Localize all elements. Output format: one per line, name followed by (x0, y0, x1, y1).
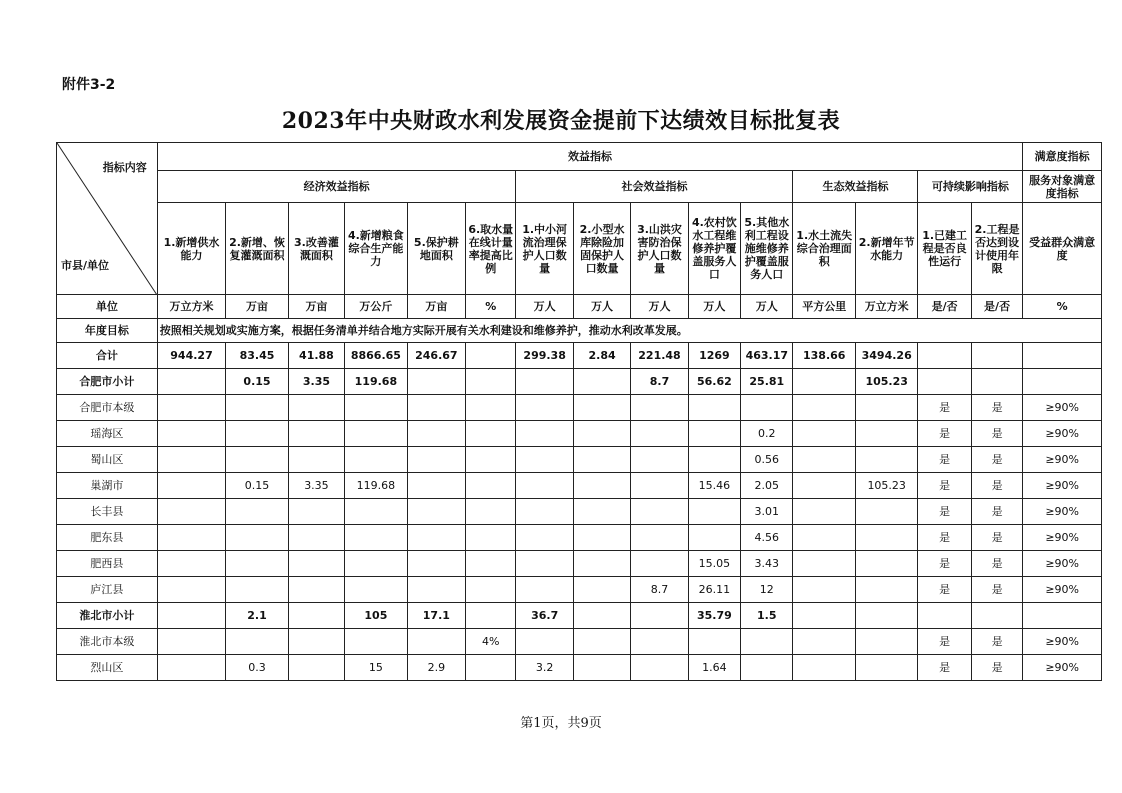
value-cell: 是 (971, 473, 1023, 499)
value-cell (573, 421, 630, 447)
value-cell (226, 499, 288, 525)
value-cell (855, 447, 917, 473)
value-cell (855, 525, 917, 551)
value-cell (688, 525, 740, 551)
column-header: 受益群众满意度 (1023, 203, 1102, 295)
value-cell: 3.35 (288, 369, 344, 395)
value-cell: 是 (918, 499, 971, 525)
value-cell: ≥90% (1023, 447, 1102, 473)
value-cell (516, 629, 573, 655)
value-cell (466, 551, 516, 577)
value-cell (407, 551, 465, 577)
value-cell (631, 603, 688, 629)
column-header: 6.取水量在线计量率提高比例 (466, 203, 516, 295)
value-cell (631, 525, 688, 551)
value-cell: 3.35 (288, 473, 344, 499)
table-row (57, 395, 1102, 421)
value-cell (345, 551, 407, 577)
performance-target-table (56, 142, 1102, 681)
value-cell: ≥90% (1023, 421, 1102, 447)
value-cell: 41.88 (288, 343, 344, 369)
value-cell: ≥90% (1023, 655, 1102, 681)
value-cell (573, 655, 630, 681)
column-header: 3.改善灌溉面积 (288, 203, 344, 295)
value-cell (288, 577, 344, 603)
unit-cell: 万公斤 (345, 295, 407, 319)
group-ecological-benefit: 生态效益指标 (793, 171, 918, 203)
value-cell (288, 395, 344, 421)
value-cell: 17.1 (407, 603, 465, 629)
header-corner-cell (57, 143, 158, 295)
column-header: 2.小型水库除险加固保护人口数量 (573, 203, 630, 295)
table-row (57, 369, 1102, 395)
value-cell: 是 (918, 551, 971, 577)
value-cell (741, 655, 793, 681)
unit-cell: % (466, 295, 516, 319)
group-satisfaction-indicators: 满意度指标 (1023, 143, 1102, 171)
value-cell: 15 (345, 655, 407, 681)
corner-label-unit: 市县/单位 (61, 259, 110, 272)
value-cell: 是 (971, 655, 1023, 681)
value-cell: 944.27 (157, 343, 226, 369)
value-cell (157, 499, 226, 525)
row-name-cell: 合计 (57, 343, 158, 369)
value-cell (631, 447, 688, 473)
value-cell: 0.56 (741, 447, 793, 473)
value-cell (793, 473, 855, 499)
row-name-cell: 淮北市本级 (57, 629, 158, 655)
value-cell: 3.01 (741, 499, 793, 525)
value-cell (288, 551, 344, 577)
value-cell: 是 (971, 551, 1023, 577)
value-cell (741, 629, 793, 655)
value-cell (573, 395, 630, 421)
value-cell (855, 603, 917, 629)
value-cell: 56.62 (688, 369, 740, 395)
value-cell (855, 577, 917, 603)
value-cell (971, 343, 1023, 369)
table-row (57, 551, 1102, 577)
annual-target-label: 年度目标 (57, 319, 158, 343)
value-cell (516, 577, 573, 603)
value-cell (793, 525, 855, 551)
value-cell (793, 499, 855, 525)
document-title: 2023年中央财政水利发展资金提前下达绩效目标批复表 (281, 108, 841, 134)
value-cell (345, 577, 407, 603)
table-row (57, 629, 1102, 655)
value-cell (793, 551, 855, 577)
row-name-cell: 肥东县 (57, 525, 158, 551)
value-cell (466, 395, 516, 421)
group-benefit-indicators: 效益指标 (157, 143, 1023, 171)
table-row (57, 603, 1102, 629)
value-cell: ≥90% (1023, 577, 1102, 603)
value-cell (855, 395, 917, 421)
unit-cell: 万亩 (226, 295, 288, 319)
value-cell: 是 (971, 577, 1023, 603)
page-footer: 第1页，共9页 (520, 716, 602, 731)
value-cell (855, 499, 917, 525)
value-cell: 15.46 (688, 473, 740, 499)
value-cell (466, 369, 516, 395)
value-cell (971, 369, 1023, 395)
value-cell (345, 499, 407, 525)
value-cell (688, 421, 740, 447)
value-cell: 是 (918, 421, 971, 447)
value-cell: 463.17 (741, 343, 793, 369)
value-cell: ≥90% (1023, 473, 1102, 499)
value-cell (516, 499, 573, 525)
value-cell (573, 525, 630, 551)
row-name-cell: 合肥市本级 (57, 395, 158, 421)
value-cell: ≥90% (1023, 525, 1102, 551)
value-cell (157, 525, 226, 551)
table-row (57, 473, 1102, 499)
row-name-cell: 蜀山区 (57, 447, 158, 473)
unit-cell: 万人 (688, 295, 740, 319)
value-cell (288, 629, 344, 655)
value-cell: 是 (971, 499, 1023, 525)
value-cell: 119.68 (345, 473, 407, 499)
value-cell: 3494.26 (855, 343, 917, 369)
value-cell: 8.7 (631, 369, 688, 395)
value-cell (1023, 603, 1102, 629)
row-name-cell: 烈山区 (57, 655, 158, 681)
value-cell (631, 395, 688, 421)
value-cell: 2.1 (226, 603, 288, 629)
value-cell (573, 369, 630, 395)
value-cell: 8.7 (631, 577, 688, 603)
value-cell (288, 525, 344, 551)
unit-cell: 是/否 (971, 295, 1023, 319)
row-name-cell: 肥西县 (57, 551, 158, 577)
value-cell (226, 629, 288, 655)
value-cell (226, 421, 288, 447)
value-cell: 0.3 (226, 655, 288, 681)
annual-target-text: 按照相关规划或实施方案，根据任务清单并结合地方实际开展有关水利建设和维修养护，推动水利改革发展。 (157, 319, 1101, 343)
table-row (57, 655, 1102, 681)
value-cell (793, 629, 855, 655)
value-cell (631, 629, 688, 655)
value-cell: 是 (918, 525, 971, 551)
unit-cell: 万亩 (288, 295, 344, 319)
column-header: 1.中小河流治理保护人口数量 (516, 203, 573, 295)
value-cell (573, 447, 630, 473)
value-cell: 246.67 (407, 343, 465, 369)
column-header: 4.农村饮水工程维修养护覆盖服务人口 (688, 203, 740, 295)
unit-cell: 万人 (516, 295, 573, 319)
value-cell (573, 629, 630, 655)
unit-cell: 平方公里 (793, 295, 855, 319)
value-cell: 是 (918, 655, 971, 681)
column-header: 1.新增供水能力 (157, 203, 226, 295)
value-cell (157, 603, 226, 629)
row-name-cell: 淮北市小计 (57, 603, 158, 629)
row-name-cell: 瑶海区 (57, 421, 158, 447)
row-name-cell: 合肥市小计 (57, 369, 158, 395)
value-cell (516, 551, 573, 577)
column-header: 2.工程是否达到设计使用年限 (971, 203, 1023, 295)
value-cell (688, 447, 740, 473)
column-header: 1.水土流失综合治理面积 (793, 203, 855, 295)
value-cell (157, 577, 226, 603)
value-cell: 是 (971, 629, 1023, 655)
value-cell: 4% (466, 629, 516, 655)
value-cell (573, 473, 630, 499)
value-cell (466, 421, 516, 447)
value-cell (345, 629, 407, 655)
value-cell: ≥90% (1023, 551, 1102, 577)
unit-cell: 万人 (631, 295, 688, 319)
value-cell: 2.9 (407, 655, 465, 681)
value-cell (855, 629, 917, 655)
value-cell: 3.2 (516, 655, 573, 681)
value-cell: 138.66 (793, 343, 855, 369)
value-cell (288, 421, 344, 447)
value-cell (631, 551, 688, 577)
value-cell: 105 (345, 603, 407, 629)
value-cell (688, 629, 740, 655)
value-cell: 8866.65 (345, 343, 407, 369)
row-name-cell: 长丰县 (57, 499, 158, 525)
value-cell (407, 629, 465, 655)
value-cell: 25.81 (741, 369, 793, 395)
value-cell: 35.79 (688, 603, 740, 629)
value-cell (631, 421, 688, 447)
corner-label-indicator: 指标内容 (102, 161, 147, 174)
value-cell: 是 (918, 447, 971, 473)
value-cell (971, 603, 1023, 629)
value-cell (631, 655, 688, 681)
value-cell (793, 369, 855, 395)
value-cell: 3.43 (741, 551, 793, 577)
value-cell (345, 447, 407, 473)
value-cell: 12 (741, 577, 793, 603)
value-cell (226, 577, 288, 603)
group-sustainable-impact: 可持续影响指标 (918, 171, 1023, 203)
value-cell (407, 395, 465, 421)
value-cell (466, 343, 516, 369)
value-cell (157, 369, 226, 395)
value-cell (793, 577, 855, 603)
group-service-satisfaction: 服务对象满意度指标 (1023, 171, 1102, 203)
value-cell (516, 421, 573, 447)
value-cell: 26.11 (688, 577, 740, 603)
value-cell (573, 577, 630, 603)
value-cell (157, 473, 226, 499)
unit-cell: 是/否 (918, 295, 971, 319)
table-row (57, 421, 1102, 447)
value-cell: 221.48 (631, 343, 688, 369)
row-name-cell: 巢湖市 (57, 473, 158, 499)
group-economic-benefit: 经济效益指标 (157, 171, 516, 203)
table-row (57, 343, 1102, 369)
value-cell (573, 499, 630, 525)
value-cell (631, 499, 688, 525)
value-cell: 83.45 (226, 343, 288, 369)
value-cell (573, 603, 630, 629)
value-cell: 4.56 (741, 525, 793, 551)
value-cell (288, 603, 344, 629)
value-cell: 是 (918, 473, 971, 499)
value-cell: 119.68 (345, 369, 407, 395)
value-cell (631, 473, 688, 499)
column-header: 3.山洪灾害防治保护人口数量 (631, 203, 688, 295)
value-cell (157, 447, 226, 473)
value-cell (466, 525, 516, 551)
value-cell (226, 525, 288, 551)
value-cell (516, 395, 573, 421)
value-cell: 1269 (688, 343, 740, 369)
value-cell: 是 (971, 525, 1023, 551)
column-header: 2.新增、恢复灌溉面积 (226, 203, 288, 295)
value-cell (407, 499, 465, 525)
column-header: 5.其他水利工程设施维修养护覆盖服务人口 (741, 203, 793, 295)
value-cell (157, 421, 226, 447)
value-cell (918, 603, 971, 629)
value-cell (407, 447, 465, 473)
value-cell: 1.64 (688, 655, 740, 681)
value-cell (793, 655, 855, 681)
value-cell (407, 577, 465, 603)
value-cell (793, 421, 855, 447)
value-cell (1023, 343, 1102, 369)
value-cell (918, 369, 971, 395)
value-cell (793, 447, 855, 473)
value-cell (466, 577, 516, 603)
value-cell (157, 655, 226, 681)
value-cell (226, 447, 288, 473)
value-cell: 299.38 (516, 343, 573, 369)
value-cell: 1.5 (741, 603, 793, 629)
value-cell (288, 655, 344, 681)
unit-cell: % (1023, 295, 1102, 319)
value-cell (793, 603, 855, 629)
unit-cell: 万立方米 (855, 295, 917, 319)
table-row (57, 577, 1102, 603)
value-cell (407, 525, 465, 551)
value-cell (1023, 369, 1102, 395)
value-cell (793, 395, 855, 421)
table-row (57, 525, 1102, 551)
value-cell: ≥90% (1023, 395, 1102, 421)
value-cell (345, 395, 407, 421)
value-cell (516, 473, 573, 499)
value-cell: ≥90% (1023, 499, 1102, 525)
value-cell (157, 551, 226, 577)
value-cell: 2.84 (573, 343, 630, 369)
value-cell: 2.05 (741, 473, 793, 499)
attachment-label: 附件3-2 (62, 77, 116, 93)
value-cell: 0.2 (741, 421, 793, 447)
value-cell (688, 499, 740, 525)
units-label: 单位 (57, 295, 158, 319)
value-cell: 105.23 (855, 473, 917, 499)
value-cell: 36.7 (516, 603, 573, 629)
column-header: 2.新增年节水能力 (855, 203, 917, 295)
value-cell (466, 499, 516, 525)
value-cell (855, 551, 917, 577)
table-row (57, 499, 1102, 525)
value-cell: 0.15 (226, 473, 288, 499)
row-name-cell: 庐江县 (57, 577, 158, 603)
value-cell (516, 369, 573, 395)
value-cell: 是 (971, 395, 1023, 421)
value-cell: 0.15 (226, 369, 288, 395)
value-cell: 是 (971, 421, 1023, 447)
column-header: 1.已建工程是否良性运行 (918, 203, 971, 295)
value-cell (855, 421, 917, 447)
group-social-benefit: 社会效益指标 (516, 171, 793, 203)
value-cell (288, 499, 344, 525)
value-cell (466, 603, 516, 629)
value-cell: ≥90% (1023, 629, 1102, 655)
value-cell (466, 655, 516, 681)
value-cell (688, 395, 740, 421)
unit-cell: 万人 (573, 295, 630, 319)
value-cell (466, 447, 516, 473)
value-cell: 是 (971, 447, 1023, 473)
value-cell (466, 473, 516, 499)
unit-cell: 万亩 (407, 295, 465, 319)
column-header: 4.新增粮食综合生产能力 (345, 203, 407, 295)
value-cell (407, 421, 465, 447)
value-cell (157, 395, 226, 421)
value-cell (345, 421, 407, 447)
value-cell (573, 551, 630, 577)
value-cell: 105.23 (855, 369, 917, 395)
value-cell (288, 447, 344, 473)
value-cell: 是 (918, 395, 971, 421)
value-cell: 是 (918, 629, 971, 655)
value-cell (226, 551, 288, 577)
value-cell (855, 655, 917, 681)
unit-cell: 万立方米 (157, 295, 226, 319)
value-cell (918, 343, 971, 369)
value-cell (226, 395, 288, 421)
value-cell (741, 395, 793, 421)
value-cell (516, 525, 573, 551)
column-header: 5.保护耕地面积 (407, 203, 465, 295)
value-cell (407, 473, 465, 499)
table-row (57, 447, 1102, 473)
value-cell (345, 525, 407, 551)
value-cell: 15.05 (688, 551, 740, 577)
value-cell (157, 629, 226, 655)
value-cell (516, 447, 573, 473)
value-cell: 是 (918, 577, 971, 603)
unit-cell: 万人 (741, 295, 793, 319)
value-cell (407, 369, 465, 395)
